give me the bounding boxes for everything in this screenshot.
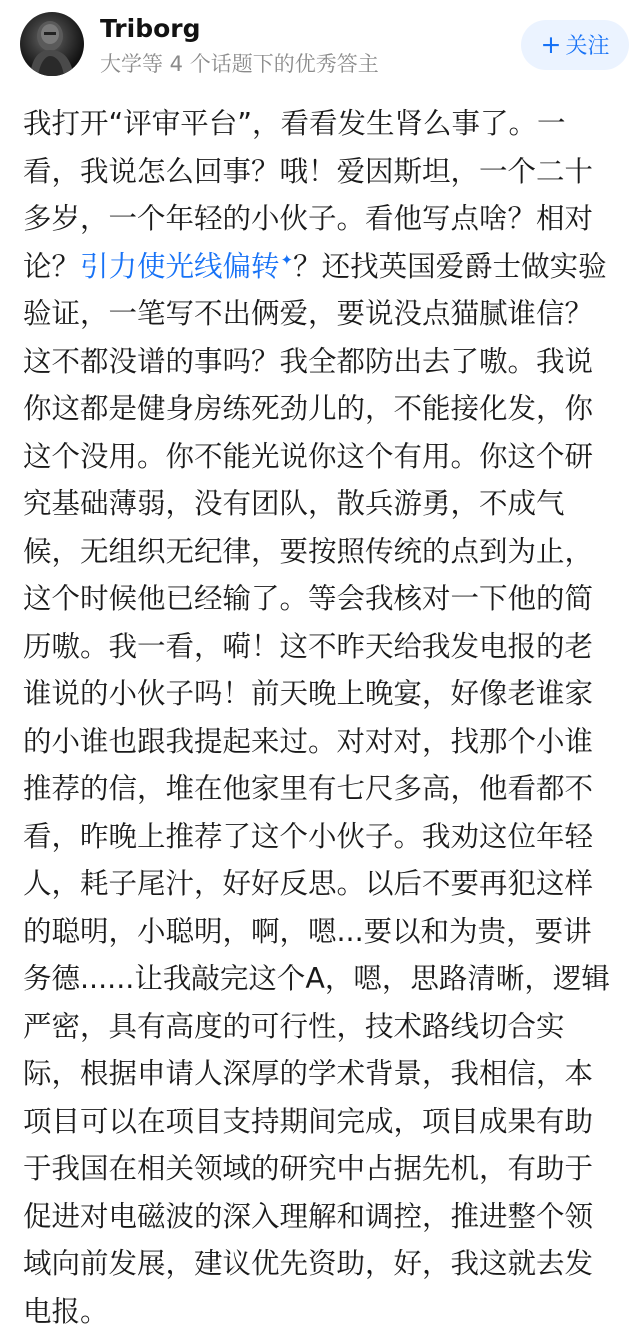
author-name[interactable]: Triborg — [100, 13, 201, 45]
author-description: 大学等 4 个话题下的优秀答主 — [100, 50, 379, 78]
answer-line: 促进对电磁波的深入理解和调控，推进整个领 — [23, 1193, 627, 1241]
answer-line: 这不都没谱的事吗？我全都防出去了嗷。我说 — [23, 338, 627, 386]
answer-line: 验证，一笔写不出俩爱，要说没点猫腻谁信？ — [23, 290, 627, 338]
answer-line: 的小谁也跟我提起来过。对对对，找那个小谁 — [23, 718, 627, 766]
answer-line: 的聪明，小聪明，啊，嗯...要以和为贵，要讲 — [23, 908, 627, 956]
answer-line: 于我国在相关领域的研究中占据先机，有助于 — [23, 1145, 627, 1193]
answer-line: 务德......让我敲完这个A，嗯，思路清晰，逻辑 — [23, 955, 627, 1003]
sparkle-icon: ✦ — [281, 251, 294, 269]
answer-line: 项目可以在项目支持期间完成，项目成果有助 — [23, 1098, 627, 1146]
answer-line: 域向前发展，建议优先资助，好，我这就去发 — [23, 1240, 627, 1288]
answer-line: 看，昨晚上推荐了这个小伙子。我劝这位年轻 — [23, 813, 627, 861]
avatar-image-icon — [20, 12, 84, 76]
answer-body — [23, 100, 627, 1335]
answer-line: 历嗷。我一看，嗬！这不昨天给我发电报的老 — [23, 623, 627, 671]
answer-line-text: 论？ — [23, 250, 80, 283]
answer-line: 人，耗子尾汁，好好反思。以后不要再犯这样 — [23, 860, 627, 908]
answer-line-text: ？还找英国爱爵士做实验 — [293, 250, 607, 283]
answer-line: 电报。 — [23, 1288, 627, 1335]
answer-line — [23, 243, 627, 291]
answer-line: 际，根据申请人深厚的学术背景，我相信，本 — [23, 1050, 627, 1098]
answer-line: 究基础薄弱，没有团队，散兵游勇，不成气 — [23, 480, 627, 528]
follow-button[interactable] — [521, 20, 629, 70]
answer-line: 我打开“评审平台”，看看发生肾么事了。一 — [23, 100, 627, 148]
answer-author-header — [0, 0, 638, 88]
plus-icon: + — [541, 30, 562, 59]
answer-line: 候，无组织无纪律，要按照传统的点到为止， — [23, 528, 627, 576]
answer-line: 这个没用。你不能光说你这个有用。你这个研 — [23, 433, 627, 481]
answer-line: 推荐的信，堆在他家里有七尺多高，他看都不 — [23, 765, 627, 813]
answer-line: 这个时候他已经输了。等会我核对一下他的简 — [23, 575, 627, 623]
follow-button-label: 关注 — [565, 34, 609, 59]
author-avatar[interactable] — [20, 12, 84, 76]
answer-line: 看，我说怎么回事？哦！爱因斯坦，一个二十 — [23, 148, 627, 196]
topic-link[interactable]: 引力使光线偏转 — [80, 250, 280, 283]
answer-line: 谁说的小伙子吗！前天晚上晚宴，好像老谁家 — [23, 670, 627, 718]
answer-line: 你这都是健身房练死劲儿的，不能接化发，你 — [23, 385, 627, 433]
answer-line: 多岁，一个年轻的小伙子。看他写点啥？相对 — [23, 195, 627, 243]
answer-line: 严密，具有高度的可行性，技术路线切合实 — [23, 1003, 627, 1051]
